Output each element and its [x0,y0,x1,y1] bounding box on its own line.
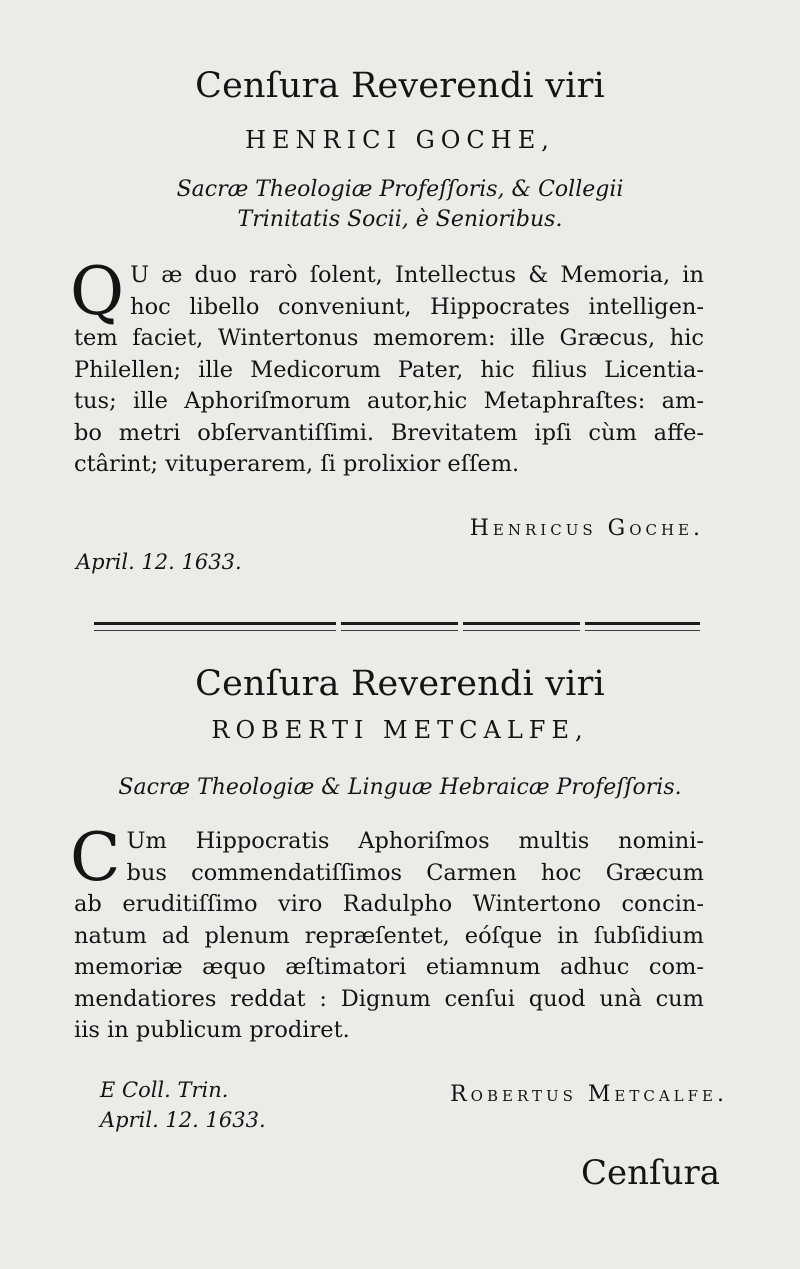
censure1-body [70,253,704,481]
divider-rule [94,622,700,631]
censure2-line: mendatiores reddat : Dignum cenſui quod unà cum [74,985,704,1012]
censure1-title: Cenſura Reverendi viri [195,66,605,106]
censure1-line: hoc libello conveniunt, Hippocrates intelligen- [130,293,704,320]
censure2-line: natum ad plenum repræſentet, eóſque in ſubſidium [74,922,704,949]
censure1-dropcap: Q [70,253,125,330]
censure1-line: ctârint; vituperarem, ſi prolixior eſſem. [74,451,520,477]
censure2-dropcap: C [70,819,121,896]
censure1-date: April. 12. 1633. [76,550,242,574]
censure1-signature: Henricus Goche. [469,516,704,541]
censure2-line: iis in publicum prodiret. [74,1017,350,1043]
censure2-line: ab eruditiſſimo viro Radulpho Wintertono concin- [74,891,704,917]
censure1-line: bo metri obſervantiſſimi. Brevitatem ipſi cùm affe- [74,419,704,446]
censure1-role-line2: Trinitatis Socii, è Senioribus. [237,207,563,232]
censure1-role-line1: Sacræ Theologiæ Profeſſoris, & Collegii [176,177,624,202]
censure2-title: Cenſura Reverendi viri [195,664,605,704]
censure2-role-line1: Sacræ Theologiæ & Linguæ Hebraicæ Profeſſoris. [118,775,682,800]
censure1-line: U æ duo rarò ſolent, Intellectus & Memoria, in [130,262,704,288]
censure1-name: HENRICI GOCHE, [245,126,555,154]
censure2-body [70,819,704,1047]
censure2-college: E Coll. Trin. [100,1078,229,1102]
censure2-line: memoriæ æquo æſtimatori etiamnum adhuc com- [74,954,704,980]
censure2-date: April. 12. 1633. [100,1108,266,1132]
censure2-name: ROBERTI METCALFE, [211,716,589,744]
censure2-line: Um Hippocratis Aphoriſmos multis nomini- [126,828,704,854]
censure2-signature: Robertus Metcalfe. [450,1082,728,1107]
censure2-line: bus commendatiſſimos Carmen hoc Græcum [126,859,704,886]
censure1-line: tem faciet, Wintertonus memorem: ille Græcus, hic [74,325,704,351]
censure1-line: tus; ille Aphoriſmorum autor,hic Metaphraſtes: am- [74,388,704,414]
catchword: Cenſura [580,1153,720,1193]
censure1-line: Philellen; ille Medicorum Pater, hic filius Licentia- [74,356,704,383]
